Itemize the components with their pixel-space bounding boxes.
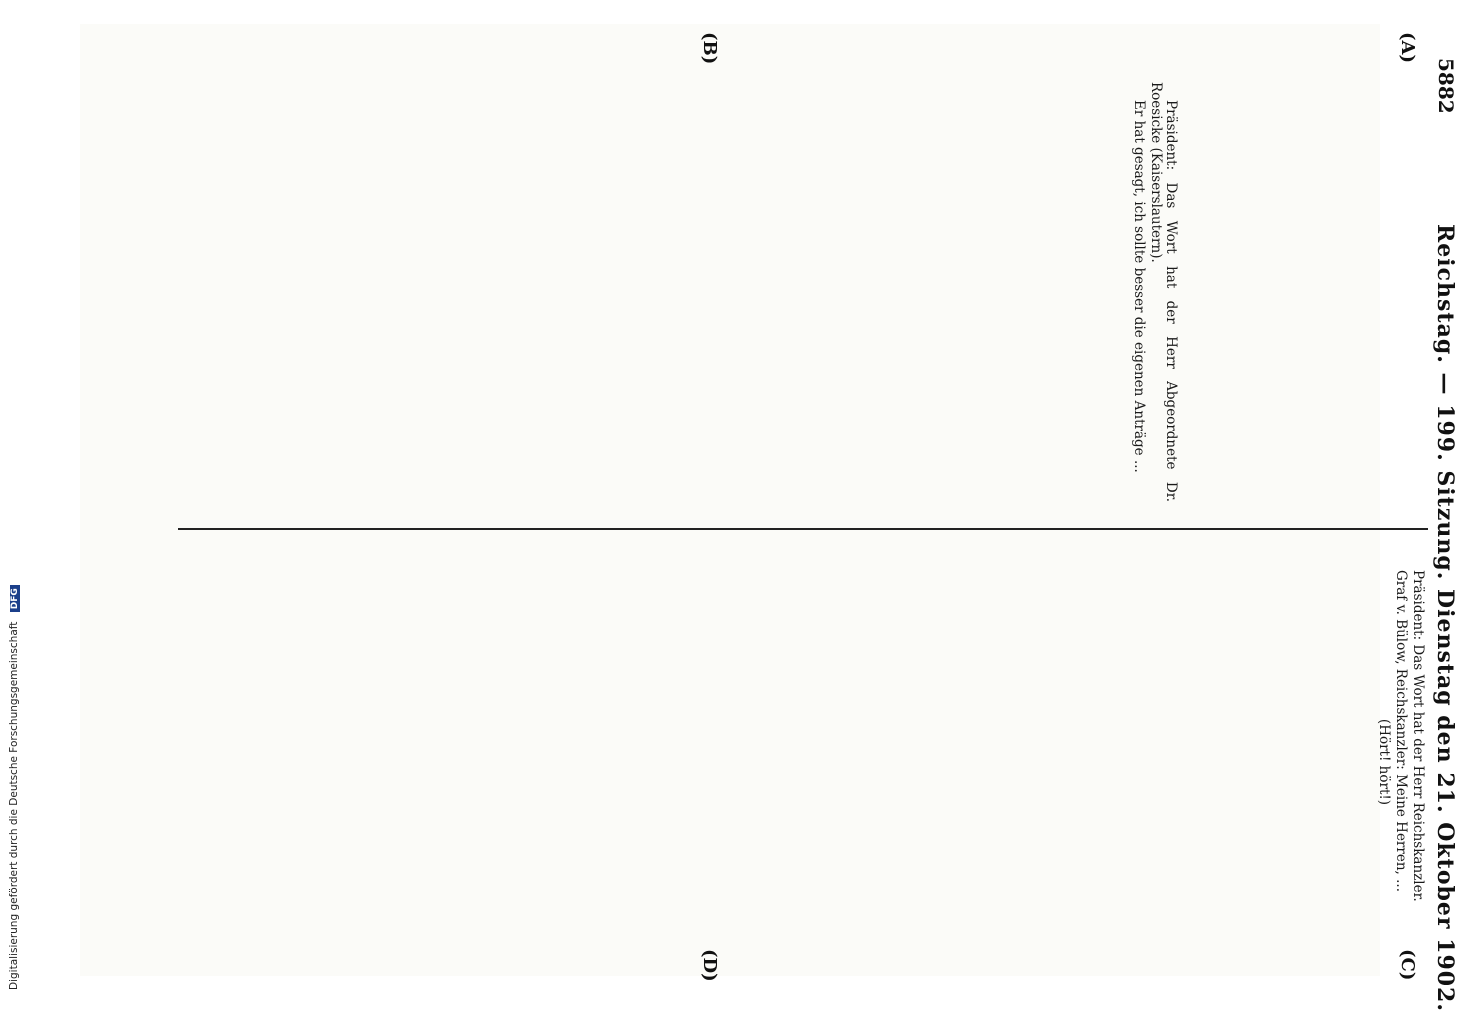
column-divider	[178, 528, 1428, 530]
paragraph: Er hat gesagt, ich sollte besser die eigenen Anträge ...	[1130, 100, 1147, 473]
digitization-credit	[8, 585, 20, 990]
credit-text: Digitalisierung gefördert durch die Deutsche Forschungsgemeinschaft	[8, 621, 20, 990]
paragraph: Graf v. Bülow, Reichskanzler: Meine Herren, ...	[1392, 570, 1409, 892]
page-header: Reichstag. — 199. Sitzung. Dienstag den 21. Oktober 1902.	[1432, 224, 1458, 1012]
interjection: (Hört! hört!)	[1375, 718, 1392, 806]
text-column-right	[163, 552, 1425, 972]
margin-marker-b: (B)	[699, 32, 720, 65]
margin-marker-c: (C)	[1397, 949, 1418, 981]
margin-marker-a: (A)	[1397, 32, 1418, 63]
page-number: 5882	[1434, 58, 1458, 114]
margin-marker-d: (D)	[699, 949, 720, 982]
dfg-logo: DFG	[10, 585, 20, 612]
paragraph: Präsident: Das Wort hat der Herr Abgeordnete Dr. Roesicke (Kaiserslautern).	[1147, 82, 1179, 502]
paragraph: Präsident: Das Wort hat der Herr Reichskanzler.	[1410, 570, 1426, 902]
text-column-left	[168, 82, 1178, 502]
document-page	[80, 24, 1458, 1012]
